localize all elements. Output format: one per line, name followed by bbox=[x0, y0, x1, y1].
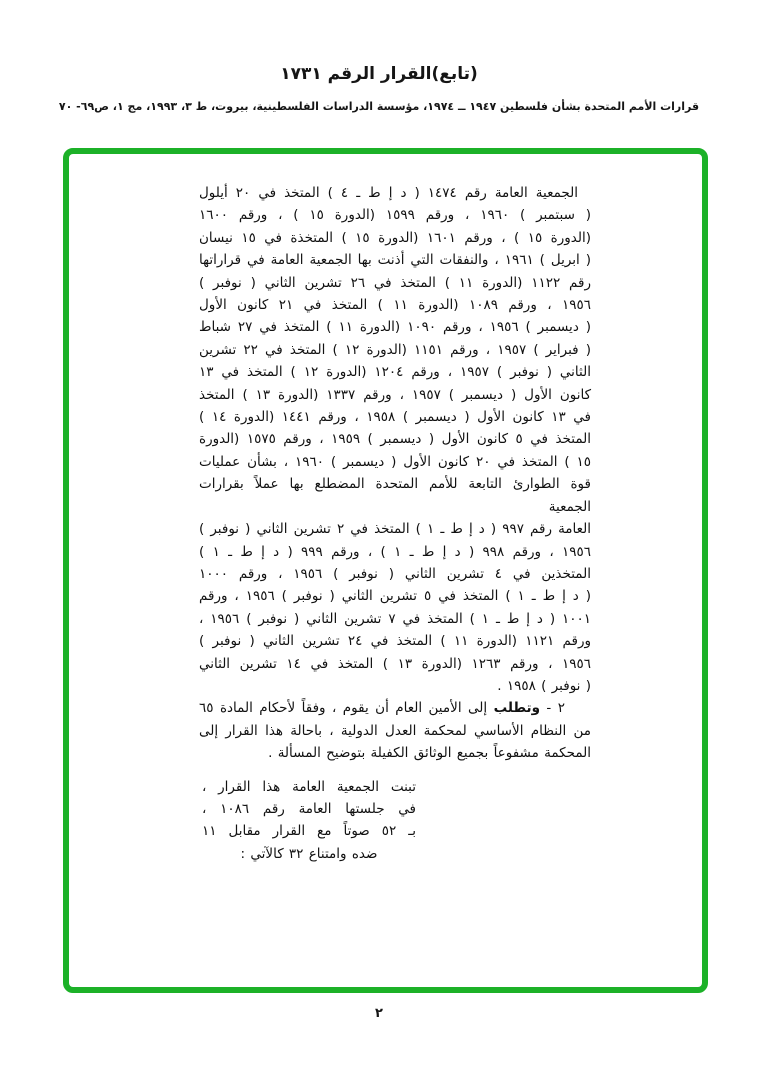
text-line: ( نوفبر ) ١٩٥٨ . bbox=[497, 677, 591, 694]
text-line: تبنت الجمعية العامة هذا القرار ، bbox=[202, 778, 416, 795]
text-line: ضده وامتناع ٣٢ كالآتي : bbox=[240, 845, 378, 862]
text-line: ( د إ ط ـ ١ ) المتخذ في ٥ تشرين الثاني ( نوفبر ) ١٩٥٦ ، ورقم bbox=[199, 588, 591, 605]
text-line: قوة الطوارئ التابعة للأمم المتحدة المضطلع بها عملاً بقرارات الجمعية bbox=[199, 476, 591, 515]
text-line: المتخذ في ٥ كانون الأول ( ديسمبر ) ١٩٥٩ ، ورقم ١٥٧٥ (الدورة bbox=[199, 431, 591, 448]
text-line: ( فبراير ) ١٩٥٧ ، ورقم ١١٥١ (الدورة ١٢ ) المتخذ في ٢٢ تشرين bbox=[199, 341, 592, 358]
source-citation: قرارات الأمم المتحدة بشأن فلسطين ١٩٤٧ ــ ١٩٧٤، مؤسسة الدراسات الفلسطينية، بيروت، ط ٣، ١٩٩٣، مج ١، ص٦٩- ٧٠ bbox=[58, 100, 700, 113]
clause-text: إلى الأمين العام أن يقوم ، وفقاً لأحكام المادة ٦٥ bbox=[199, 700, 494, 717]
text-line: من النظام الأساسي لمحكمة العدل الدولية ، باحالة هذا القرار إلى bbox=[199, 722, 591, 739]
document-title: (تابع)القرار الرقم ١٧٣١ bbox=[280, 64, 478, 84]
text-line: الثاني ( نوفبر ) ١٩٥٧ ، ورقم ١٢٠٤ (الدورة ١٢ ) المتخذ في ١٣ bbox=[199, 364, 591, 381]
text-line: ( ابريل ) ١٩٦١ ، والنفقات التي أذنت بها الجمعية العامة في قراراتها bbox=[199, 252, 591, 269]
text-line: ( سبتمبر ) ١٩٦٠ ، ورقم ١٥٩٩ (الدورة ١٥ ) ، ورقم ١٦٠٠ bbox=[199, 207, 591, 224]
text-line: ١٩٥٦ ، ورقم ١٢٦٣ (الدورة ١٣ ) المتخذ في ١٤ تشرين الثاني bbox=[199, 655, 591, 672]
text-line: في ١٣ كانون الأول ( ديسمبر ) ١٩٥٨ ، ورقم ١٤٤١ (الدورة ١٤ ) bbox=[199, 409, 592, 426]
text-line: ١٠٠١ ( د إ ط ـ ١ ) المتخذ في ٧ تشرين الثاني ( نوفبر ) ١٩٥٦ ، bbox=[199, 610, 592, 627]
paragraph-request bbox=[199, 697, 591, 764]
adoption-note bbox=[202, 776, 416, 866]
clause-number: ٢ - bbox=[539, 700, 565, 717]
text-line: الجمعية العامة رقم ١٤٧٤ ( د إ ط ـ ٤ ) المتخذ في ٢٠ أيلول bbox=[199, 185, 579, 201]
text-line: ١٩٥٦ ، ورقم ١٠٨٩ (الدورة ١١ ) المتخذ في ٢١ كانون الأول bbox=[199, 297, 591, 314]
paragraph-resolutions bbox=[199, 182, 591, 697]
text-line: ورقم ١١٢١ (الدورة ١١ ) المتخذ في ٢٤ تشرين الثاني ( نوفبر ) bbox=[199, 633, 591, 650]
text-line: المحكمة مشفوعاً بجميع الوثائق الكفيلة بتوضيح المسألة . bbox=[268, 745, 591, 762]
text-line: كانون الأول ( ديسمبر ) ١٩٥٧ ، ورقم ١٣٣٧ (الدورة ١٣ ) المتخذ bbox=[199, 386, 591, 403]
resolution-frame bbox=[63, 148, 708, 993]
text-line: بـ ٥٢ صوتاً مع القرار مقابل ١١ bbox=[202, 823, 416, 840]
text-line: ( ديسمبر ) ١٩٥٦ ، ورقم ١٠٩٠ (الدورة ١١ ) المتخذ في ٢٧ شباط bbox=[199, 319, 591, 336]
page-number: ٢ bbox=[375, 1006, 383, 1021]
text-line: المتخذين في ٤ تشرين الثاني ( نوفبر ) ١٩٥٦ ، ورقم ١٠٠٠ bbox=[199, 565, 591, 582]
text-line: رقم ١١٢٢ (الدورة ١١ ) المتخذ في ٢٦ تشرين الثاني ( نوفبر ) bbox=[199, 274, 591, 291]
body-text bbox=[199, 182, 591, 865]
text-line: العامة رقم ٩٩٧ ( د إ ط ـ ١ ) المتخذ في ٢ تشرين الثاني ( نوفبر ) bbox=[199, 521, 592, 538]
text-line: ١٩٥٦ ، ورقم ٩٩٨ ( د إ ط ـ ١ ) ، ورقم ٩٩٩ ( د إ ط ـ ١ ) bbox=[199, 543, 592, 560]
text-line: في جلستها العامة رقم ١٠٨٦ ، bbox=[202, 800, 416, 817]
text-line: ١٥ ) المتخذ في ٢٠ كانون الأول ( ديسمبر ) ١٩٦٠ ، بشأن عمليات bbox=[199, 453, 591, 470]
text-line: (الدورة ١٥ ) ، ورقم ١٦٠١ (الدورة ١٥ ) المتخذة في ١٥ نيسان bbox=[199, 229, 591, 246]
operative-verb: وتطلب bbox=[493, 700, 540, 717]
text-line bbox=[199, 697, 591, 719]
